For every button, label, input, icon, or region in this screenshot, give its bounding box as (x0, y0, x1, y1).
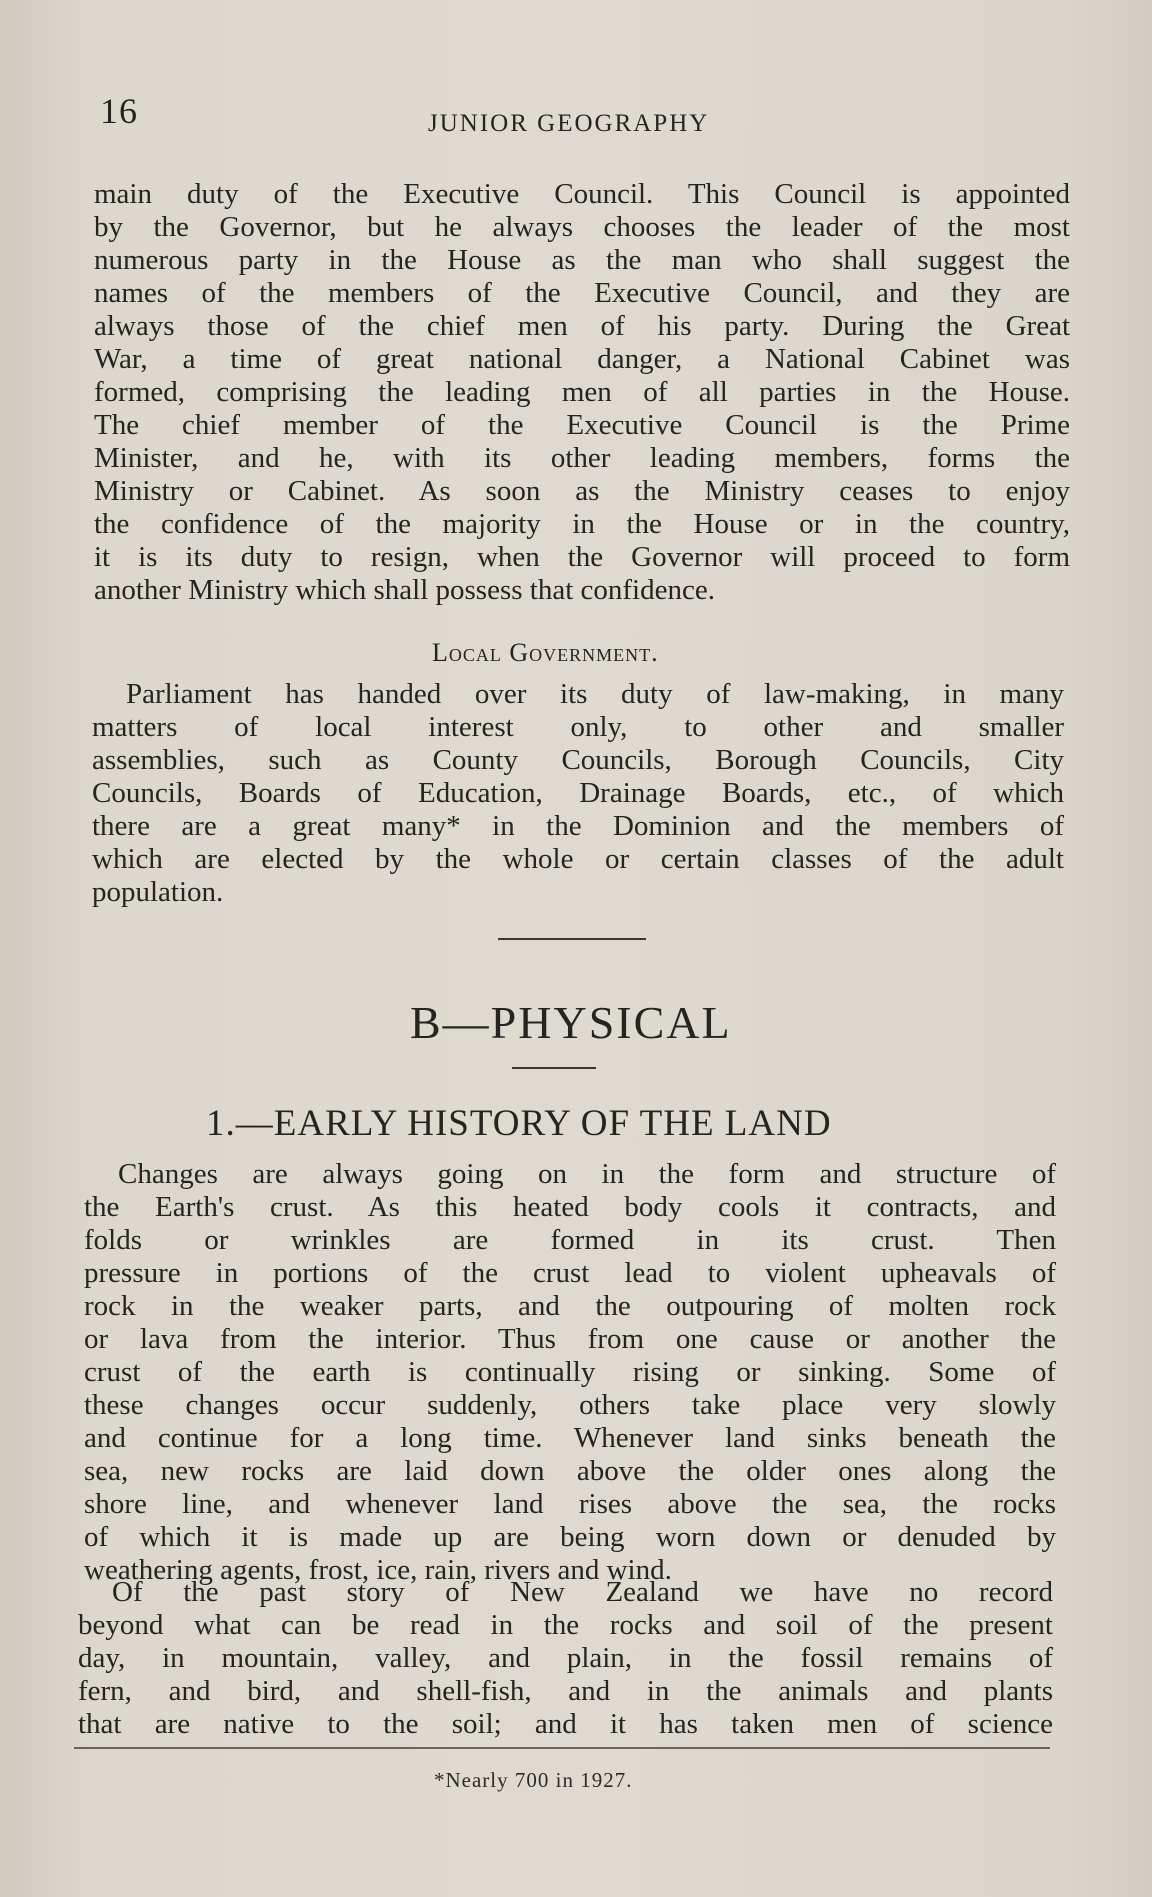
text-line: folds or wrinkles are formed in its crust. Then (84, 1224, 1056, 1256)
text-line: weathering agents, frost, ice, rain, rivers and wind. (84, 1554, 672, 1586)
text-line: Parliament has handed over its duty of law-making, in many (126, 678, 1064, 710)
chapter-heading: 1.—EARLY HISTORY OF THE LAND (206, 1103, 832, 1144)
running-head: JUNIOR GEOGRAPHY (428, 110, 710, 137)
text-line: Of the past story of New Zealand we have no record (112, 1576, 1053, 1608)
text-line: another Ministry which shall possess that confidence. (94, 574, 715, 606)
text-line: day, in mountain, valley, and plain, in the fossil remains of (78, 1642, 1053, 1674)
section-heading: B—PHYSICAL (410, 997, 732, 1048)
text-line: Councils, Boards of Education, Drainage Boards, etc., of which (92, 777, 1064, 809)
text-line: which are elected by the whole or certain classes of the adult (92, 843, 1064, 875)
paragraph-new-zealand-story (78, 1576, 1053, 1741)
text-line: that are native to the soil; and it has taken men of science (78, 1708, 1053, 1740)
text-line: it is its duty to resign, when the Governor will proceed to form (94, 541, 1070, 573)
text-line: Changes are always going on in the form and structure of (118, 1158, 1056, 1190)
text-line: assemblies, such as County Councils, Borough Councils, City (92, 744, 1064, 776)
text-line: these changes occur suddenly, others take place very slowly (84, 1389, 1056, 1421)
section-divider (498, 938, 646, 940)
paragraph-local-government (92, 678, 1064, 909)
text-line: The chief member of the Executive Council is the Prime (94, 409, 1070, 441)
text-line: numerous party in the House as the man who shall suggest the (94, 244, 1070, 276)
text-line: sea, new rocks are laid down above the older ones along the (84, 1455, 1056, 1487)
text-line: of which it is made up are being worn down or denuded by (84, 1521, 1056, 1553)
text-line: fern, and bird, and shell-fish, and in the animals and plants (78, 1675, 1053, 1707)
text-line: Ministry or Cabinet. As soon as the Ministry ceases to enjoy (94, 475, 1070, 507)
footnote: *Nearly 700 in 1927. (434, 1768, 633, 1792)
text-line: crust of the earth is continually rising or sinking. Some of (84, 1356, 1056, 1388)
text-line: or lava from the interior. Thus from one cause or another the (84, 1323, 1056, 1355)
footnote-rule (74, 1747, 1050, 1749)
text-line: pressure in portions of the crust lead to violent upheavals of (84, 1257, 1056, 1289)
text-line: Minister, and he, with its other leading members, forms the (94, 442, 1070, 474)
paragraph-executive-council (94, 178, 1070, 607)
text-line: War, a time of great national danger, a National Cabinet was (94, 343, 1070, 375)
text-line: the Earth's crust. As this heated body cools it contracts, and (84, 1191, 1056, 1223)
text-line: beyond what can be read in the rocks and soil of the present (78, 1609, 1053, 1641)
paragraph-earth-crust (84, 1158, 1056, 1587)
text-line: the confidence of the majority in the House or in the country, (94, 508, 1070, 540)
page-number: 16 (100, 91, 138, 131)
text-line: and continue for a long time. Whenever land sinks beneath the (84, 1422, 1056, 1454)
text-line: names of the members of the Executive Council, and they are (94, 277, 1070, 309)
text-line: always those of the chief men of his party. During the Great (94, 310, 1070, 342)
text-line: main duty of the Executive Council. This Council is appointed (94, 178, 1070, 210)
text-line: formed, comprising the leading men of all parties in the House. (94, 376, 1070, 408)
text-line: matters of local interest only, to other and smaller (92, 711, 1064, 743)
text-line: there are a great many* in the Dominion and the members of (92, 810, 1064, 842)
text-line: population. (92, 876, 224, 908)
text-line: by the Governor, but he always chooses the leader of the most (94, 211, 1070, 243)
text-line: shore line, and whenever land rises above the sea, the rocks (84, 1488, 1056, 1520)
text-line: rock in the weaker parts, and the outpouring of molten rock (84, 1290, 1056, 1322)
heading-underline (512, 1067, 596, 1069)
local-government-heading: Local Government. (432, 638, 659, 667)
